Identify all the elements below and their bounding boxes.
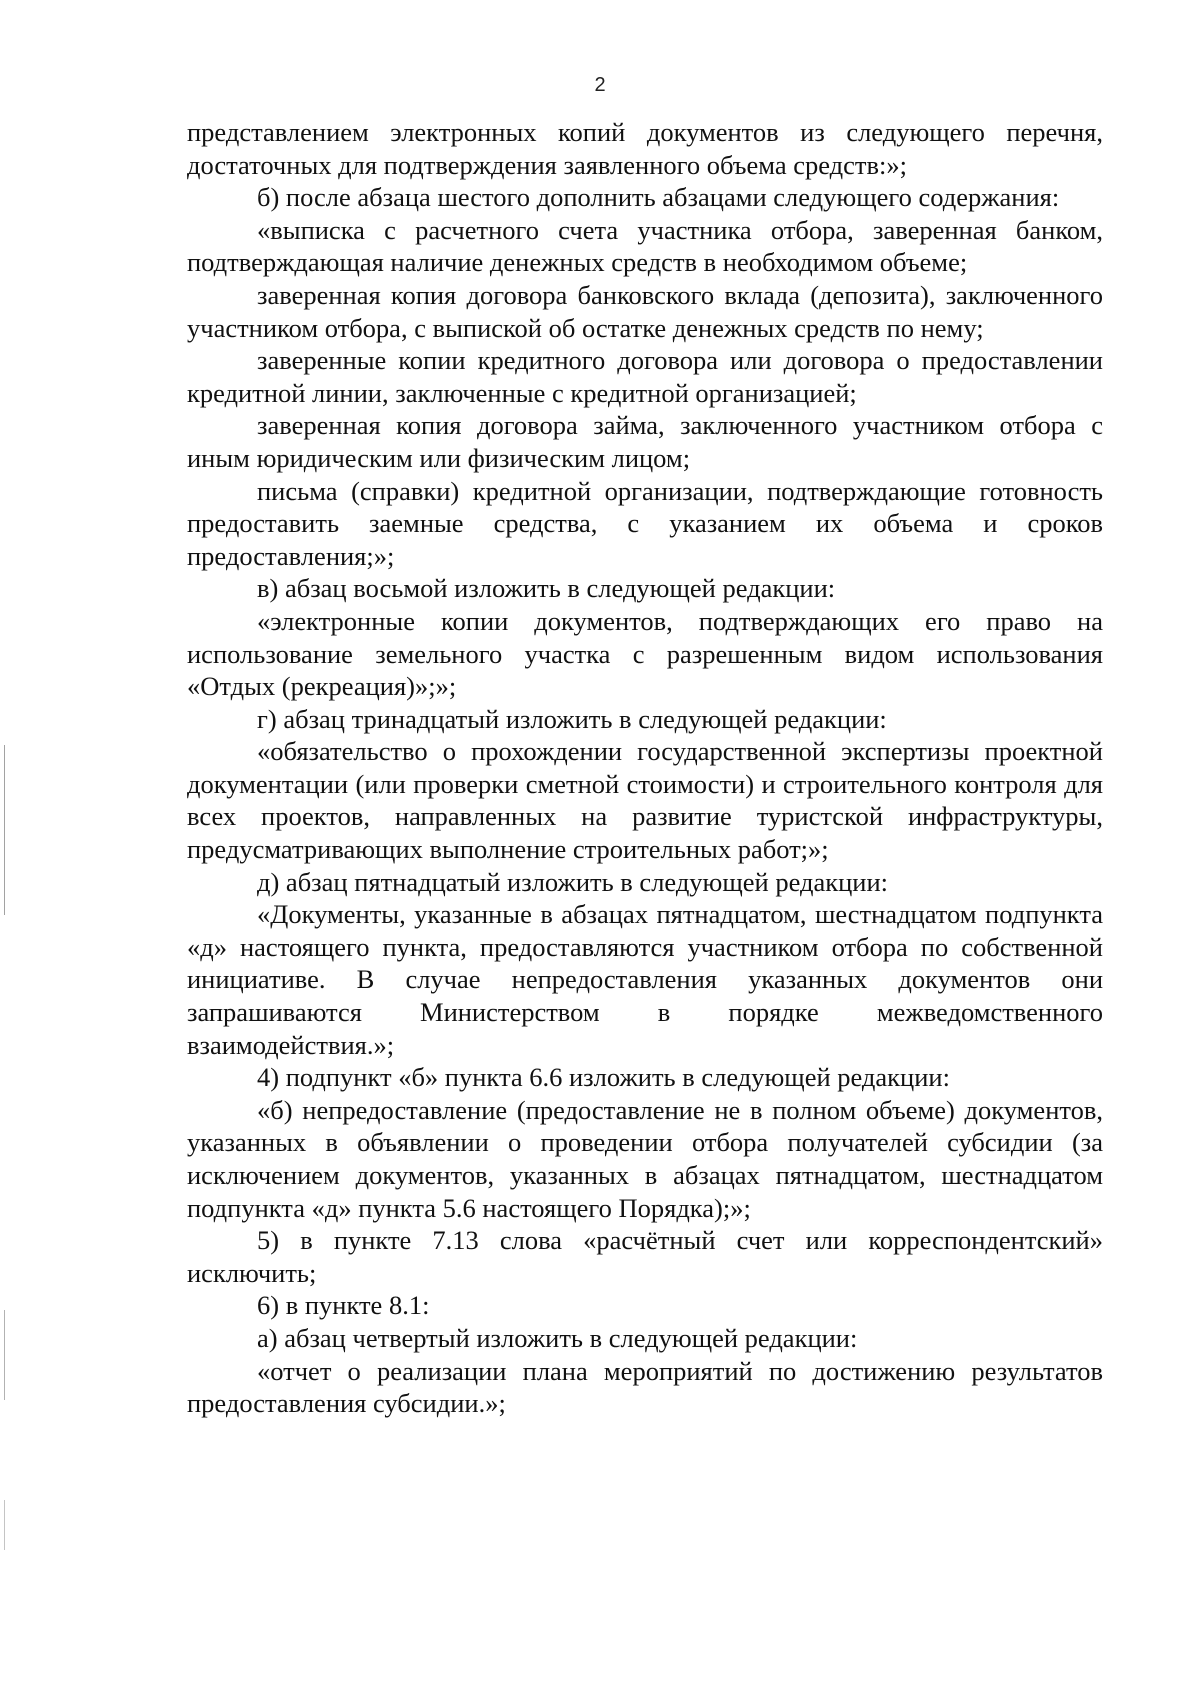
paragraph: «Документы, указанные в абзацах пятнадцатом, шестнадцатом подпункта «д» настоящего пункта, предоставляются участником отбора по собственной инициативе. В случае непредоставления указанных документов они запрашиваются Министерством в порядке межведомственного взаимодействия.»; (187, 899, 1103, 1060)
paragraph: 6) в пункте 8.1: (257, 1290, 430, 1321)
paragraph: а) абзац четвертый изложить в следующей редакции: (257, 1322, 858, 1353)
paragraph: г) абзац тринадцатый изложить в следующей редакции: (257, 703, 887, 734)
scan-artifact-line (4, 1500, 5, 1550)
paragraph: представлением электронных копий документов из следующего перечня, достаточных для подтверждения заявленного объема средств:»; (187, 117, 1103, 180)
paragraph: заверенная копия договора банковского вклада (депозита), заключенного участником отбора, с выпиской об остатке денежных средств по нему; (187, 279, 1103, 343)
scan-artifact-line (4, 745, 5, 915)
paragraph: 5) в пункте 7.13 слова «расчётный счет или корреспондентский» исключить; (187, 1225, 1103, 1288)
scan-artifact-line (4, 1310, 5, 1400)
paragraph: «выписка с расчетного счета участника отбора, заверенная банком, подтверждающая наличие денежных средств в необходимом объеме; (187, 214, 1103, 278)
paragraph: «обязательство о прохождении государственной экспертизы проектной документации (или проверки сметной стоимости) и строительного контроля для всех проектов, направленных на развитие туристской инфраструктуры, предусматривающих выполнение строительных работ;»; (187, 736, 1103, 865)
paragraph: в) абзац восьмой изложить в следующей редакции: (257, 573, 836, 604)
paragraph: заверенные копии кредитного договора или договора о предоставлении кредитной линии, заключенные с кредитной организацией; (187, 345, 1103, 408)
page-number: 2 (594, 74, 606, 96)
paragraph: письма (справки) кредитной организации, подтверждающие готовность предоставить заемные средства, с указанием их объема и сроков предоставления;»; (187, 475, 1103, 571)
paragraph: 4) подпункт «б» пункта 6.6 изложить в следующей редакции: (257, 1062, 950, 1093)
paragraph: заверенная копия договора займа, заключенного участником отбора с иным юридическим или физическим лицом; (187, 410, 1103, 473)
paragraph: «б) непредоставление (предоставление не в полном объеме) документов, указанных в объявлении о проведении отбора получателей субсидии (за исключением документов, указанных в абзацах пятнадцатом, шестнадцатом подпункта «д» пункта 5.6 настоящего Порядка);»; (187, 1094, 1103, 1223)
paragraph: «отчет о реализации плана мероприятий по достижению результатов предоставления субсидии.»; (187, 1355, 1103, 1419)
paragraph: д) абзац пятнадцатый изложить в следующей редакции: (257, 866, 889, 897)
document-body (187, 116, 1103, 1420)
paragraph: «электронные копии документов, подтверждающих его право на использование земельного участка с разрешенным видом использования «Отдых (рекреация)»;»; (187, 605, 1103, 702)
paragraph: б) после абзаца шестого дополнить абзацами следующего содержания: (257, 182, 1060, 213)
